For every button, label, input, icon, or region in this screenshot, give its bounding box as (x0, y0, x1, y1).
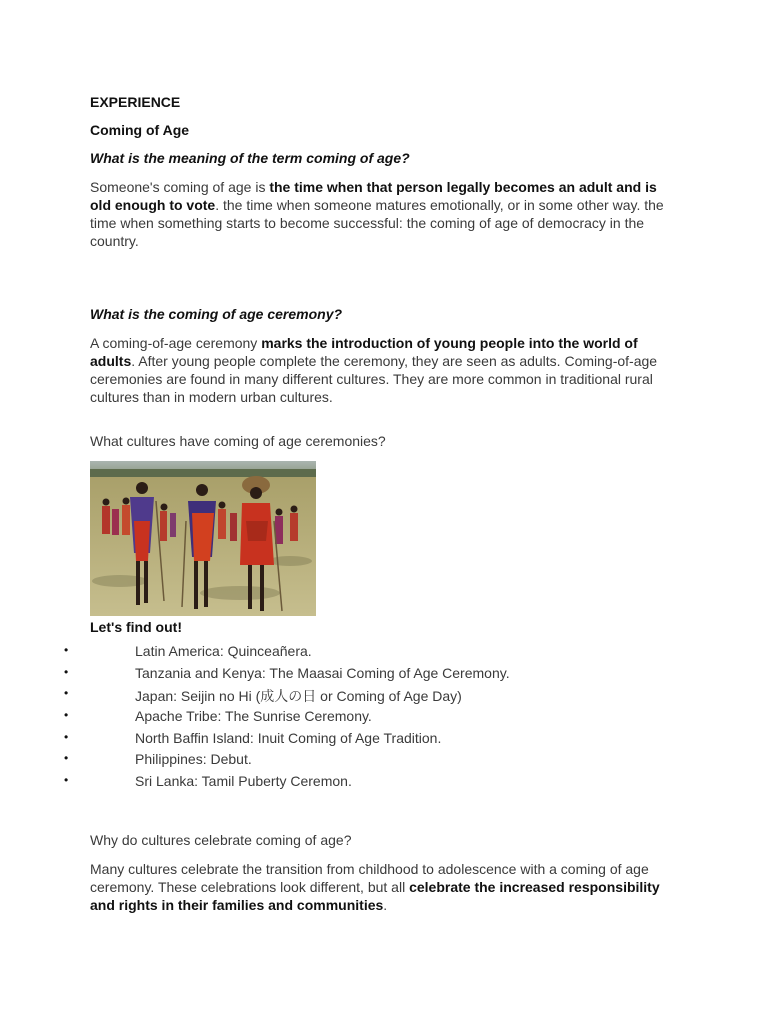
list-item: • Tanzania and Kenya: The Maasai Coming of Age Ceremony. (64, 664, 510, 681)
list-item: • North Baffin Island: Inuit Coming of Age Tradition. (64, 729, 442, 746)
list-item: • Philippines: Debut. (64, 751, 252, 768)
answer-meaning: Someone's coming of age is the time when that person legally becomes an adult and is old enough to vote. the time when someone matures emotionally, or in some other way. the time when something starts to become successful: the coming of age of democracy in the country. (90, 179, 664, 249)
list-item: • Apache Tribe: The Sunrise Ceremony. (64, 708, 372, 725)
bullet-icon: • (64, 643, 69, 657)
list-item: • Sri Lanka: Tamil Puberty Ceremon. (64, 773, 352, 790)
answer-why-emphasis: celebrate the increased responsibility and rights in their families and communities (90, 879, 660, 913)
answer-ceremony: A coming-of-age ceremony marks the introduction of young people into the world of adults. After young people complete the ceremony, they are seen as adults. Coming-of-age ceremonies are found in many different cultures. They are more common in traditional rural cultures than in modern urban cultures. (90, 335, 658, 405)
list-item: • Latin America: Quinceañera. (64, 643, 312, 659)
find-out-label: Let's find out! (90, 619, 182, 635)
section-label: EXPERIENCE (90, 94, 181, 110)
question-cultures: What cultures have coming of age ceremonies? (90, 433, 386, 449)
bullet-icon: • (64, 686, 69, 701)
question-ceremony: What is the coming of age ceremony? (90, 306, 343, 322)
topic-title: Coming of Age (90, 122, 190, 138)
list-item: • Japan: Seijin no Hi (成人の日 or Coming of Age Day) (64, 686, 462, 705)
maasai-photo (90, 461, 316, 616)
bullet-icon: • (64, 751, 69, 766)
bullet-icon: • (64, 664, 69, 679)
bullet-icon: • (64, 708, 69, 723)
answer-why: Many cultures celebrate the transition from childhood to adolescence with a coming of age ceremony. These celebrations look different, but all celebrate the increased responsibility and rights in their families and communities. (90, 861, 660, 913)
bullet-icon: • (64, 773, 69, 788)
question-meaning: What is the meaning of the term coming of age? (90, 150, 410, 166)
bullet-icon: • (64, 729, 69, 744)
answer-ceremony-emphasis: marks the introduction of young people into the world of adults (90, 335, 638, 369)
cultures-list (64, 643, 684, 795)
answer-meaning-emphasis: the time when that person legally becomes an adult and is old enough to vote (90, 179, 657, 213)
question-why: Why do cultures celebrate coming of age? (90, 832, 352, 848)
